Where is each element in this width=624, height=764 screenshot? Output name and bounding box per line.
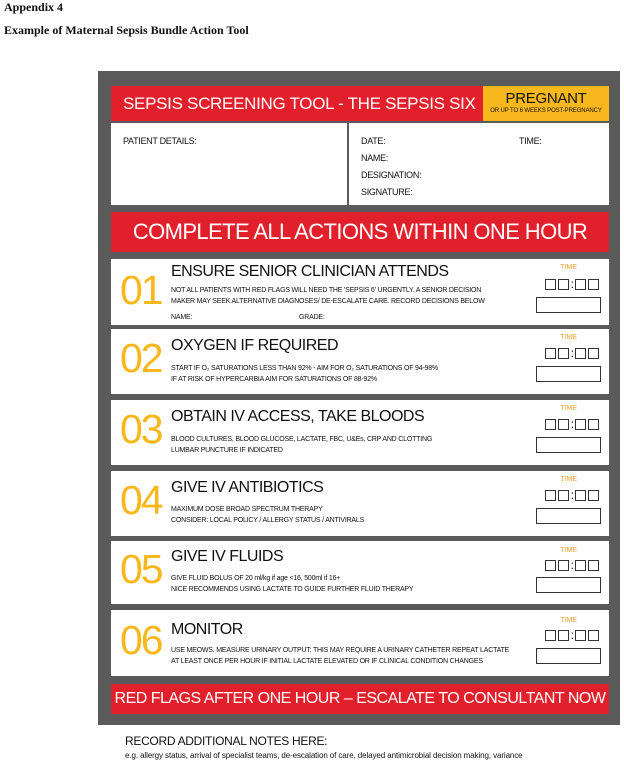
step-desc-line2: MAKER MAY SEEK ALTERNATIVE DIAGNOSES/ DE-ESCALATE CARE. RECORD DECISIONS BELOW [171,298,485,305]
step-number: 02 [120,335,162,381]
step-number: 01 [120,267,162,313]
initials-box[interactable] [536,577,601,593]
time-label: TIME [560,334,577,341]
initials-box[interactable] [536,648,601,664]
step-02 [111,329,609,394]
step-number: 05 [120,546,162,592]
step-title: GIVE IV ANTIBIOTICS [171,479,324,496]
step-03 [111,400,609,465]
name-label: NAME: [361,153,389,163]
step-06 [111,610,609,676]
time-entry[interactable]: : [545,490,601,501]
red-flags-footer: RED FLAGS AFTER ONE HOUR – ESCALATE TO CONSULTANT NOW [111,684,609,714]
step-title: OBTAIN IV ACCESS, TAKE BLOODS [171,408,425,425]
step-desc-line1: MAXIMUM DOSE BROAD SPECTRUM THERAPY [171,506,323,513]
step-desc-line1: START IF O₂ SATURATIONS LESS THAN 92% - AIM FOR O₂ SATURATIONS OF 94-98% [171,365,438,372]
document-subtitle: Example of Maternal Sepsis Bundle Action Tool [4,23,249,37]
notes-example: e.g. allergy status, arrival of specialist teams, de-escalation of care, delayed antimicrobial decision making, variance [125,751,523,760]
designation-label: DESIGNATION: [361,170,422,180]
step-title: GIVE IV FLUIDS [171,548,284,565]
pregnant-label: PREGNANT [505,90,587,107]
initials-box[interactable] [536,297,601,313]
step-desc-line2: NICE RECOMMENDS USING LACTATE TO GUIDE FURTHER FLUID THERAPY [171,586,414,593]
pregnant-sublabel: OR UP TO 6 WEEKS POST-PREGNANCY [490,108,602,114]
step-desc-line2: IF AT RISK OF HYPERCARBIA AIM FOR SATURATIONS OF 88-92% [171,376,377,383]
step-04 [111,471,609,536]
step-grade-label: GRADE: [299,314,325,321]
time-label: TIME: [519,136,542,146]
initials-box[interactable] [536,508,601,524]
step-desc-line2: AT LEAST ONCE PER HOUR IF INITIAL LACTATE ELEVATED OR IF CLINICAL CONDITION CHANGES [171,658,483,665]
initials-box[interactable] [536,437,601,453]
time-entry[interactable]: : [545,560,601,571]
time-label: TIME [560,547,577,554]
complete-actions-banner: COMPLETE ALL ACTIONS WITHIN ONE HOUR [111,212,609,252]
step-title: ENSURE SENIOR CLINICIAN ATTENDS [171,263,449,280]
patient-details-label: PATIENT DETAILS: [123,136,197,146]
signature-label: SIGNATURE: [361,187,413,197]
time-entry[interactable]: : [545,279,601,290]
step-desc-line2: LUMBAR PUNCTURE IF INDICATED [171,447,283,454]
step-01 [111,259,609,325]
time-entry[interactable]: : [545,419,601,430]
step-desc-line1: GIVE FLUID BOLUS OF 20 ml/kg if age <16, 500ml if 16+ [171,575,341,582]
time-label: TIME [560,264,577,271]
step-desc-line1: USE MEOWS. MEASURE URINARY OUTPUT: THIS MAY REQUIRE A URINARY CATHETER REPEAT LACTATE [171,647,510,654]
tool-title: SEPSIS SCREENING TOOL - THE SEPSIS SIX [111,86,483,121]
appendix-label: Appendix 4 [4,0,64,14]
time-label: TIME [560,617,577,624]
details-divider [347,123,349,205]
time-entry[interactable]: : [545,630,601,641]
step-05 [111,541,609,604]
time-label: TIME [560,476,577,483]
step-number: 04 [120,477,162,523]
step-name-label: NAME: [171,314,193,321]
step-number: 03 [120,406,162,452]
patient-details-section [111,123,609,205]
step-title: OXYGEN IF REQUIRED [171,337,339,354]
initials-box[interactable] [536,366,601,382]
step-desc-line1: NOT ALL PATIENTS WITH RED FLAGS WILL NEED THE 'SEPSIS 6' URGENTLY. A SENIOR DECISION [171,287,482,294]
notes-heading: RECORD ADDITIONAL NOTES HERE: [125,734,328,748]
step-number: 06 [120,617,162,663]
time-entry[interactable]: : [545,348,601,359]
time-label: TIME [560,405,577,412]
pregnant-badge [483,86,609,121]
date-label: DATE: [361,136,386,146]
step-desc-line2: CONSIDER: LOCAL POLICY / ALLERGY STATUS / ANTIVIRALS [171,517,365,524]
step-desc-line1: BLOOD CULTURES, BLOOD GLUCOSE, LACTATE, FBC, U&Es, CRP AND CLOTTING [171,436,433,443]
step-title: MONITOR [171,621,243,638]
